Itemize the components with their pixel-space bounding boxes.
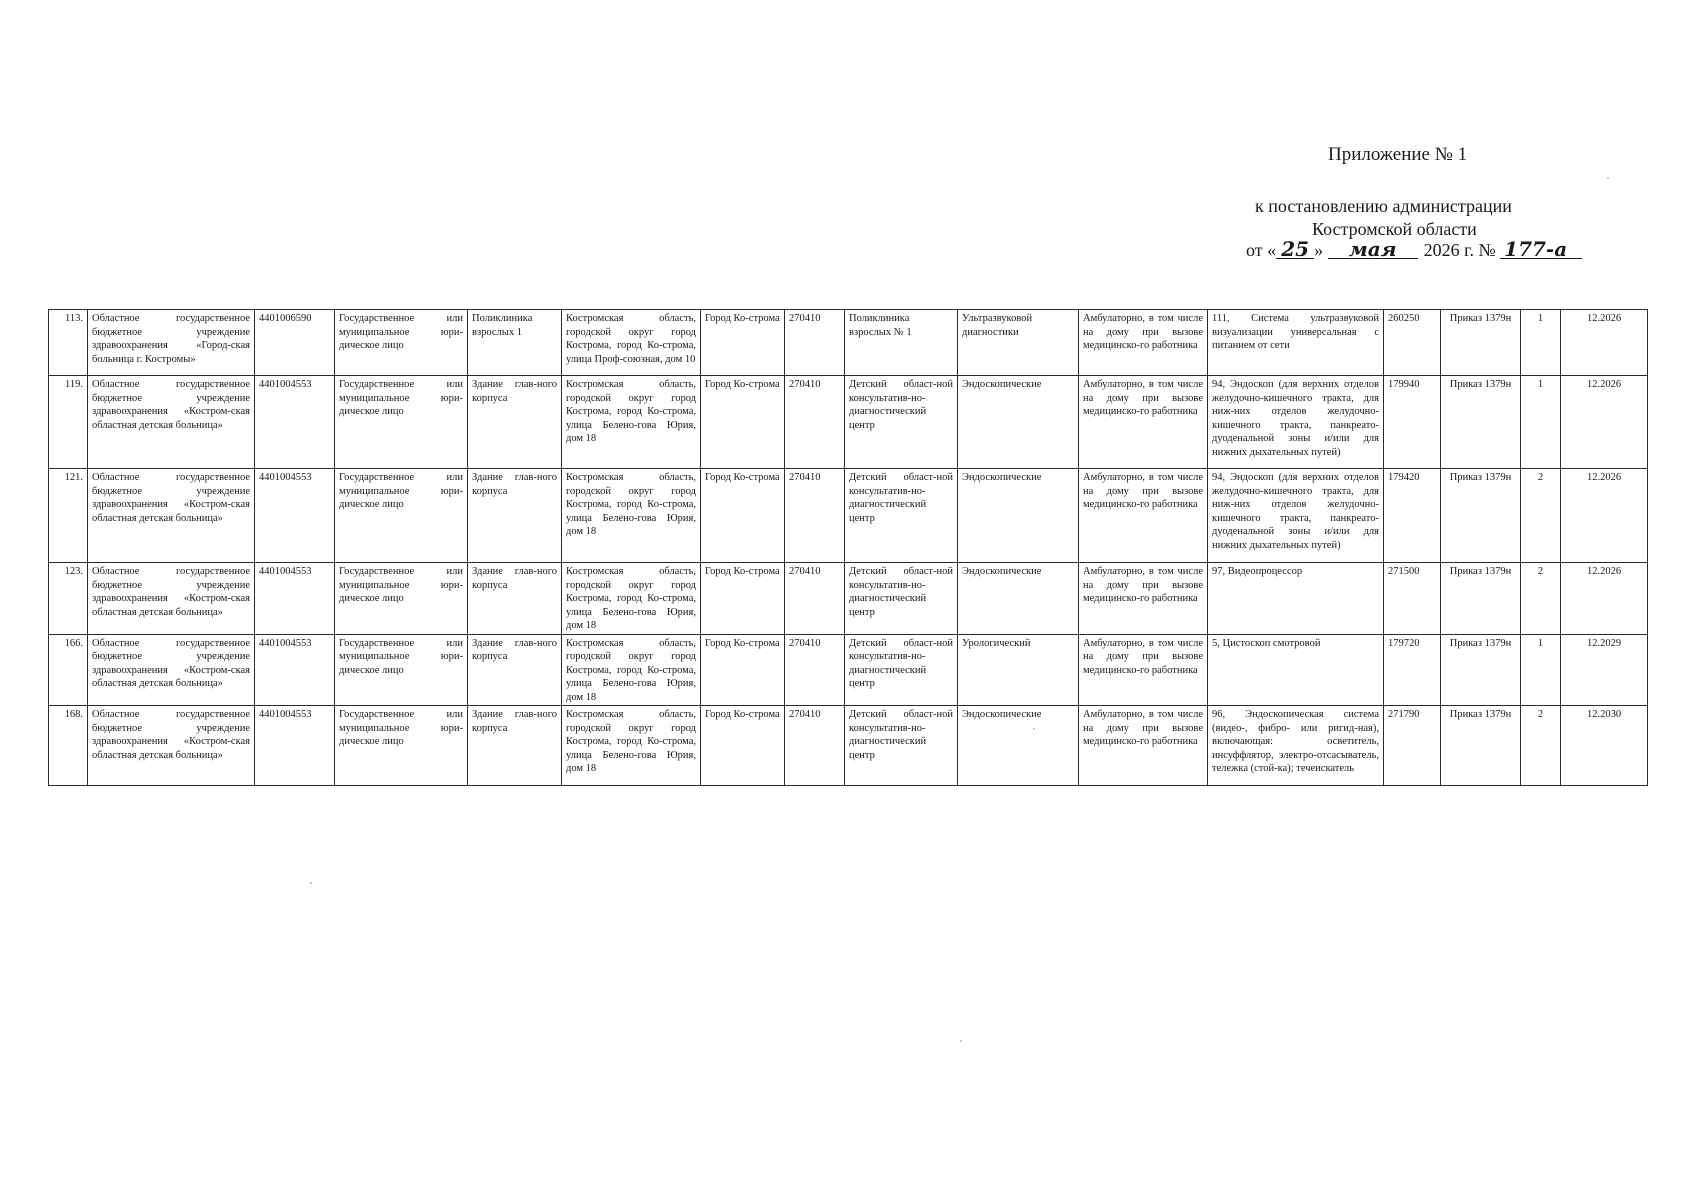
facility-address: Костромская область, городской округ город Кострома, город Ко-строма, улица Белено-гова Юрия, дом 18	[562, 376, 701, 469]
scan-speck	[960, 1040, 962, 1042]
building-name: Здание глав-ного корпуса	[468, 706, 562, 786]
care-conditions: Амбулаторно, в том числе на дому при вызове медицинско-го работника	[1079, 469, 1208, 563]
date-quote-close: »	[1314, 240, 1324, 260]
handwritten-month: мая	[1328, 240, 1418, 259]
equipment-registry-table	[48, 309, 1648, 786]
owner-type: Государственное или муниципальное юри-дическое лицо	[335, 310, 468, 376]
equipment-name: 94, Эндоскоп (для верхних отделов желудочно-кишечного тракта, для ниж-них отделов желудочно-кишечного тракта, панкреато-дуоденальной зоны и/или для нижних дыхательных путей)	[1208, 469, 1384, 563]
scan-speck	[1033, 728, 1035, 730]
owner-type: Государственное или муниципальное юри-дическое лицо	[335, 563, 468, 635]
owner-type: Государственное или муниципальное юри-дическое лицо	[335, 376, 468, 469]
order-reference: Приказ 1379н	[1441, 469, 1521, 563]
facility-address: Костромская область, городской округ город Кострома, город Ко-строма, улица Проф-союзная, дом 10	[562, 310, 701, 376]
deadline-date: 12.2026	[1561, 469, 1648, 563]
row-number: 119.	[49, 376, 88, 469]
quantity: 1	[1521, 376, 1561, 469]
scan-speck	[1607, 177, 1609, 179]
scan-speck	[310, 882, 312, 884]
date-prefix: от «	[1246, 240, 1277, 260]
row-number: 113.	[49, 310, 88, 376]
medical-profile: Эндоскопические	[958, 563, 1079, 635]
building-name: Здание глав-ного корпуса	[468, 634, 562, 706]
building-name: Здание глав-ного корпуса	[468, 376, 562, 469]
organization-name: Областное государственное бюджетное учреждение здравоохранения «Костром-ская областная детская больница»	[88, 634, 255, 706]
equipment-name: 96, Эндоскопическая система (видео-, фибро- или ригид-ная), включающая: осветитель, инсуффлятор, электро-отсасыватель, тележка (стой-ка); течеискатель	[1208, 706, 1384, 786]
care-conditions: Амбулаторно, в том числе на дому при вызове медицинско-го работника	[1079, 563, 1208, 635]
owner-type: Государственное или муниципальное юри-дическое лицо	[335, 706, 468, 786]
quantity: 1	[1521, 310, 1561, 376]
order-reference: Приказ 1379н	[1441, 376, 1521, 469]
quantity: 1	[1521, 634, 1561, 706]
division-name: Детский област-ной консультатив-но-диагностический центр	[845, 376, 958, 469]
medical-profile: Ультразвуковой диагностики	[958, 310, 1079, 376]
table-row	[49, 634, 1648, 706]
oktmo-code: 270410	[785, 310, 845, 376]
settlement-name: Город Ко-строма	[701, 706, 785, 786]
equipment-name: 94, Эндоскоп (для верхних отделов желудочно-кишечного тракта, для ниж-них отделов желудочно-кишечного тракта, панкреато-дуоденальной зоны и/или для нижних дыхательных путей)	[1208, 376, 1384, 469]
decree-date-line	[1246, 237, 1582, 261]
oktmo-code: 270410	[785, 634, 845, 706]
appendix-title: Приложение № 1	[1328, 144, 1468, 165]
decree-header	[0, 0, 1694, 280]
settlement-name: Город Ко-строма	[701, 310, 785, 376]
oktmo-code: 270410	[785, 563, 845, 635]
owner-type: Государственное или муниципальное юри-дическое лицо	[335, 469, 468, 563]
inn-code: 4401004553	[255, 469, 335, 563]
order-reference: Приказ 1379н	[1441, 706, 1521, 786]
inn-code: 4401004553	[255, 376, 335, 469]
handwritten-day: 25	[1276, 240, 1314, 259]
medical-profile: Эндоскопические	[958, 706, 1079, 786]
quantity: 2	[1521, 469, 1561, 563]
oktmo-code: 270410	[785, 376, 845, 469]
medical-profile: Эндоскопические	[958, 469, 1079, 563]
facility-address: Костромская область, городской округ город Кострома, город Ко-строма, улица Белено-гова Юрия, дом 18	[562, 706, 701, 786]
organization-name: Областное государственное бюджетное учреждение здравоохранения «Костром-ская областная детская больница»	[88, 706, 255, 786]
equipment-name: 97, Видеопроцессор	[1208, 563, 1384, 635]
table-row	[49, 469, 1648, 563]
decree-authority: Костромской области	[1312, 219, 1477, 239]
building-name: Поликлиника взрослых 1	[468, 310, 562, 376]
organization-name: Областное государственное бюджетное учреждение здравоохранения «Костром-ская областная детская больница»	[88, 469, 255, 563]
inn-code: 4401004553	[255, 634, 335, 706]
equipment-name: 111, Система ультразвуковой визуализации универсальная с питанием от сети	[1208, 310, 1384, 376]
oktmo-code: 270410	[785, 706, 845, 786]
equipment-name: 5, Цистоскоп смотровой	[1208, 634, 1384, 706]
owner-type: Государственное или муниципальное юри-дическое лицо	[335, 634, 468, 706]
row-number: 121.	[49, 469, 88, 563]
table-row	[49, 310, 1648, 376]
table-row	[49, 376, 1648, 469]
inn-code: 4401004553	[255, 706, 335, 786]
deadline-date: 12.2026	[1561, 310, 1648, 376]
quantity: 2	[1521, 563, 1561, 635]
care-conditions: Амбулаторно, в том числе на дому при вызове медицинско-го работника	[1079, 634, 1208, 706]
facility-address: Костромская область, городской округ город Кострома, город Ко-строма, улица Белено-гова Юрия, дом 18	[562, 563, 701, 635]
deadline-date: 12.2030	[1561, 706, 1648, 786]
date-year: 2026 г. №	[1423, 240, 1496, 260]
order-reference: Приказ 1379н	[1441, 563, 1521, 635]
organization-name: Областное государственное бюджетное учреждение здравоохранения «Костром-ская областная детская больница»	[88, 376, 255, 469]
settlement-name: Город Ко-строма	[701, 634, 785, 706]
quantity: 2	[1521, 706, 1561, 786]
deadline-date: 12.2029	[1561, 634, 1648, 706]
okpd-code: 179720	[1384, 634, 1441, 706]
okpd-code: 260250	[1384, 310, 1441, 376]
okpd-code: 271500	[1384, 563, 1441, 635]
row-number: 168.	[49, 706, 88, 786]
settlement-name: Город Ко-строма	[701, 376, 785, 469]
facility-address: Костромская область, городской округ город Кострома, город Ко-строма, улица Белено-гова Юрия, дом 18	[562, 469, 701, 563]
building-name: Здание глав-ного корпуса	[468, 469, 562, 563]
medical-profile: Урологический	[958, 634, 1079, 706]
decree-reference: к постановлению администрации	[1255, 196, 1512, 216]
division-name: Детский област-ной консультатив-но-диагностический центр	[845, 706, 958, 786]
division-name: Поликлиника взрослых № 1	[845, 310, 958, 376]
table-row	[49, 563, 1648, 635]
building-name: Здание глав-ного корпуса	[468, 563, 562, 635]
order-reference: Приказ 1379н	[1441, 634, 1521, 706]
organization-name: Областное государственное бюджетное учреждение здравоохранения «Костром-ская областная детская больница»	[88, 563, 255, 635]
inn-code: 4401006590	[255, 310, 335, 376]
row-number: 123.	[49, 563, 88, 635]
care-conditions: Амбулаторно, в том числе на дому при вызове медицинско-го работника	[1079, 706, 1208, 786]
settlement-name: Город Ко-строма	[701, 563, 785, 635]
care-conditions: Амбулаторно, в том числе на дому при вызове медицинско-го работника	[1079, 376, 1208, 469]
deadline-date: 12.2026	[1561, 563, 1648, 635]
facility-address: Костромская область, городской округ город Кострома, город Ко-строма, улица Белено-гова Юрия, дом 18	[562, 634, 701, 706]
okpd-code: 271790	[1384, 706, 1441, 786]
division-name: Детский област-ной консультатив-но-диагностический центр	[845, 469, 958, 563]
division-name: Детский област-ной консультатив-но-диагностический центр	[845, 634, 958, 706]
inn-code: 4401004553	[255, 563, 335, 635]
medical-profile: Эндоскопические	[958, 376, 1079, 469]
division-name: Детский област-ной консультатив-но-диагностический центр	[845, 563, 958, 635]
handwritten-doc-number: 177-а	[1500, 240, 1582, 259]
row-number: 166.	[49, 634, 88, 706]
table-row	[49, 706, 1648, 786]
okpd-code: 179420	[1384, 469, 1441, 563]
okpd-code: 179940	[1384, 376, 1441, 469]
organization-name: Областное государственное бюджетное учреждение здравоохранения «Город-ская больница г. Костромы»	[88, 310, 255, 376]
oktmo-code: 270410	[785, 469, 845, 563]
settlement-name: Город Ко-строма	[701, 469, 785, 563]
deadline-date: 12.2026	[1561, 376, 1648, 469]
order-reference: Приказ 1379н	[1441, 310, 1521, 376]
registry-body	[49, 310, 1648, 786]
care-conditions: Амбулаторно, в том числе на дому при вызове медицинско-го работника	[1079, 310, 1208, 376]
